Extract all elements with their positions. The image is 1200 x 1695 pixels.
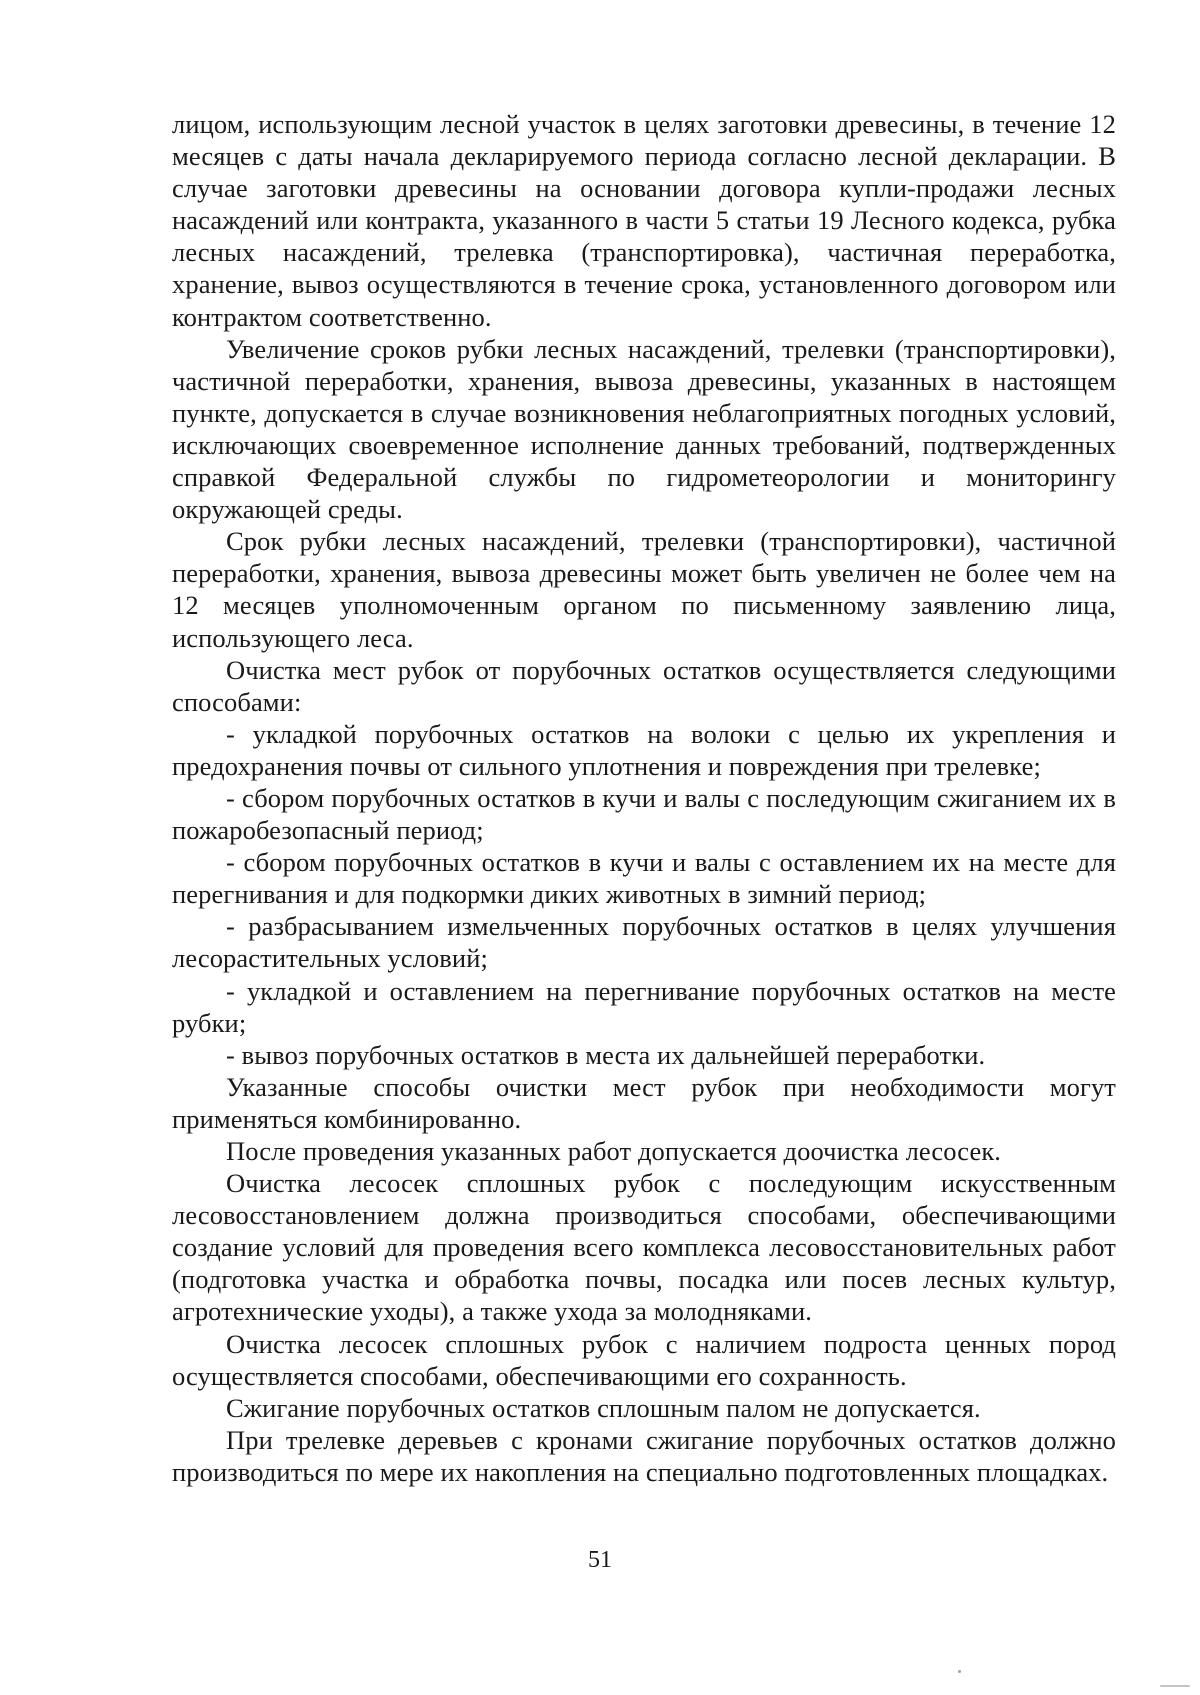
- paragraph-skidding-burning: При трелевке деревьев с кронами сжигание порубочных остатков должно производиться по мере их накопления на специально подготовленных площадках.: [172, 1424, 1116, 1487]
- paragraph-term-increase: Срок рубки лесных насаждений, трелевки (транспортировки), частичной переработки, хранения, вывоза древесины может быть увеличен не более чем на 12 месяцев уполномоченным органом по письменному заявлению лица, использующего леса.: [172, 526, 1116, 653]
- page-number: 51: [588, 1547, 612, 1573]
- list-item-method-drag-roads: - укладкой порубочных остатков на волоки с целью их укрепления и предохранения почвы от сильного уплотнения и повреждения при трелевке;: [172, 718, 1116, 781]
- document-body: [172, 108, 1116, 1488]
- list-item-method-laying: - укладкой и оставлением на перегнивание порубочных остатков на месте рубки;: [172, 975, 1116, 1038]
- list-item-method-burning: - сбором порубочных остатков в кучи и валы с последующим сжиганием их в пожаробезопасный период;: [172, 782, 1116, 846]
- paragraph-burning-prohibited: Сжигание порубочных остатков сплошным палом не допускается.: [226, 1392, 981, 1423]
- list-item-method-removal: - вывоз порубочных остатков в места их дальнейшей переработки.: [226, 1039, 986, 1070]
- paragraph-combined-methods: Указанные способы очистки мест рубок при необходимости могут применяться комбинированно.: [172, 1071, 1116, 1134]
- list-item-method-rotting: - сбором порубочных остатков в кучи и валы с оставлением их на месте для перегнивания и для подкормки диких животных в зимний период;: [172, 847, 1116, 910]
- paragraph-clear-cut-reforestation: Очистка лесосек сплошных рубок с последующим искусственным лесовосстановлением должна производиться способами, обеспечивающими создание условий для проведения всего комплекса лесовосстановительных работ (подготовка участка и обработка почвы, посадка или посев лесных культур, агротехнические уходы), а также ухода за молодняками.: [172, 1168, 1116, 1327]
- paragraph-cleaning-methods-intro: Очистка мест рубок от порубочных остатков осуществляется следующими способами:: [172, 654, 1116, 717]
- paragraph-extension-of-terms: Увеличение сроков рубки лесных насаждений, трелевки (транспортировки), частичной переработки, хранения, вывоза древесины, указанных в настоящем пункте, допускается в случае возникновения неблагоприятных погодных условий, исключающих своевременное исполнение данных требований, подтвержденных справкой Федеральной службы по гидрометеорологии и мониторингу окружающей среды.: [172, 333, 1116, 525]
- paragraph-undergrowth-preservation: Очистка лесосек сплошных рубок с наличием подроста ценных пород осуществляется способами, обеспечивающими его сохранность.: [172, 1328, 1116, 1391]
- paragraph-continuation: лицом, использующим лесной участок в целях заготовки древесины, в течение 12 месяцев с даты начала декларируемого периода согласно лесной декларации. В случае заготовки древесины на основании договора купли-продажи лесных насаждений или контракта, указанного в части 5 статьи 19 Лесного кодекса, рубка лесных насаждений, трелевка (транспортировка), частичная переработка, хранение, вывоз осуществляются в течение срока, установленного договором или контрактом соответственно.: [172, 109, 1116, 332]
- scan-speck: [958, 1670, 961, 1673]
- paragraph-additional-cleaning: После проведения указанных работ допускается доочистка лесосек.: [226, 1136, 1002, 1166]
- scan-speck: [1160, 1685, 1190, 1687]
- list-item-method-scattering: - разбрасыванием измельченных порубочных остатков в целях улучшения лесорастительных условий;: [172, 911, 1116, 974]
